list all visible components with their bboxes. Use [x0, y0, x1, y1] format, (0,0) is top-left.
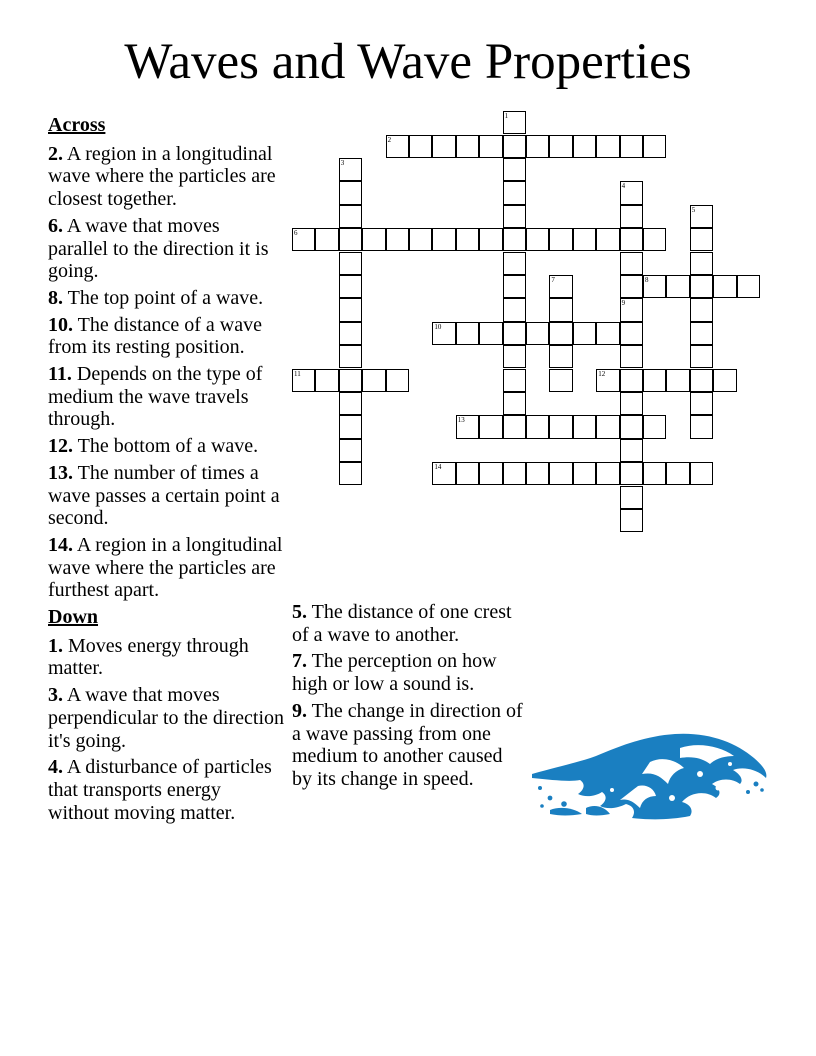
clue-text: A wave that moves parallel to the direction it is going.: [48, 214, 269, 283]
grid-cell[interactable]: [503, 415, 526, 438]
grid-cell[interactable]: [479, 135, 502, 158]
grid-cell[interactable]: [479, 322, 502, 345]
grid-cell[interactable]: [409, 228, 432, 251]
clue-number: 5.: [292, 601, 307, 623]
grid-cell[interactable]: [596, 228, 619, 251]
grid-cell[interactable]: [503, 392, 526, 415]
grid-cell[interactable]: [409, 135, 432, 158]
grid-cell[interactable]: [549, 369, 572, 392]
grid-cell[interactable]: [620, 369, 643, 392]
grid-cell[interactable]: [339, 181, 362, 204]
wave-icon: [530, 728, 770, 823]
page-title: Waves and Wave Properties: [124, 34, 692, 90]
cell-number: 8: [645, 275, 649, 284]
grid-cell[interactable]: [713, 275, 736, 298]
cell-number: 6: [294, 229, 298, 238]
grid-cell[interactable]: [503, 158, 526, 181]
grid-cell[interactable]: [620, 392, 643, 415]
grid-cell[interactable]: [690, 298, 713, 321]
clue-number: 14.: [48, 533, 73, 556]
clue-text: The top point of a wave.: [63, 286, 264, 309]
grid-cell[interactable]: [620, 486, 643, 509]
grid-cell[interactable]: [643, 369, 666, 392]
grid-cell[interactable]: [643, 415, 666, 438]
grid-cell[interactable]: [386, 228, 409, 251]
grid-cell[interactable]: [503, 181, 526, 204]
grid-cell[interactable]: [526, 322, 549, 345]
grid-cell[interactable]: [690, 415, 713, 438]
grid-cell[interactable]: [549, 298, 572, 321]
cell-number: 11: [294, 369, 301, 378]
grid-cell[interactable]: [526, 135, 549, 158]
grid-cell[interactable]: [432, 228, 455, 251]
grid-cell[interactable]: [620, 415, 643, 438]
grid-cell[interactable]: [362, 228, 385, 251]
clue-number: 11.: [48, 363, 72, 386]
grid-cell[interactable]: [503, 111, 526, 134]
clue-number: 9.: [292, 699, 307, 722]
grid-cell[interactable]: [549, 345, 572, 368]
grid-cell[interactable]: [549, 415, 572, 438]
grid-cell[interactable]: [549, 275, 572, 298]
clue-text: The bottom of a wave.: [73, 435, 259, 458]
grid-cell[interactable]: [339, 228, 362, 251]
grid-cell[interactable]: [386, 369, 409, 392]
clue-number: 10.: [48, 313, 73, 336]
grid-cell[interactable]: [690, 345, 713, 368]
grid-cell[interactable]: [339, 462, 362, 485]
grid-cell[interactable]: [549, 462, 572, 485]
cell-number: 12: [598, 369, 606, 378]
cell-number: 14: [434, 463, 442, 472]
clue-across-7: [48, 534, 284, 602]
grid-cell[interactable]: [620, 345, 643, 368]
grid-cell[interactable]: [292, 369, 315, 392]
grid-cell[interactable]: [339, 415, 362, 438]
grid-cell[interactable]: [596, 322, 619, 345]
clue-across-5: [48, 435, 284, 458]
grid-cell[interactable]: [526, 228, 549, 251]
clue-across-2: [48, 287, 284, 310]
clue-text: A disturbance of particles that transports energy without moving matter.: [48, 756, 272, 824]
grid-cell[interactable]: [315, 369, 338, 392]
clue-down_left-0: [48, 635, 284, 680]
grid-cell[interactable]: [339, 369, 362, 392]
grid-cell[interactable]: [339, 275, 362, 298]
grid-cell[interactable]: [643, 462, 666, 485]
clue-down_left-1: [48, 684, 284, 752]
grid-cell[interactable]: [339, 252, 362, 275]
grid-cell[interactable]: [386, 135, 409, 158]
grid-cell[interactable]: [456, 228, 479, 251]
clue-column-left: [48, 114, 284, 828]
grid-cell[interactable]: [690, 205, 713, 228]
grid-cell[interactable]: [620, 181, 643, 204]
cell-number: 5: [691, 205, 696, 214]
cell-number: 7: [551, 275, 555, 284]
grid-cell[interactable]: [456, 135, 479, 158]
clue-across-4: [48, 363, 284, 431]
grid-cell[interactable]: [666, 462, 689, 485]
grid-cell[interactable]: [620, 322, 643, 345]
clue-down_right-2: [292, 700, 524, 791]
grid-cell[interactable]: [643, 228, 666, 251]
clue-text: The change in direction of a wave passing from one medium to another caused by its change in speed.: [292, 699, 523, 790]
clue-number: 4.: [48, 756, 63, 779]
grid-cell[interactable]: [339, 158, 362, 181]
grid-cell[interactable]: [432, 462, 455, 485]
grid-cell[interactable]: [690, 228, 713, 251]
grid-cell[interactable]: [573, 228, 596, 251]
grid-cell[interactable]: [339, 298, 362, 321]
clue-text: The distance of one crest of a wave to another.: [292, 601, 512, 646]
down-clue-list: [48, 635, 284, 825]
grid-cell[interactable]: [549, 135, 572, 158]
clue-number: 13.: [48, 461, 73, 484]
cell-number: 4: [621, 182, 626, 191]
clue-number: 2.: [48, 142, 63, 165]
grid-cell[interactable]: [690, 462, 713, 485]
grid-cell[interactable]: [526, 415, 549, 438]
grid-cell[interactable]: [620, 205, 643, 228]
grid-cell[interactable]: [620, 298, 643, 321]
clue-text: The perception on how high or low a sound is.: [292, 650, 497, 696]
grid-cell[interactable]: [620, 135, 643, 158]
grid-cell[interactable]: [339, 439, 362, 462]
grid-cell[interactable]: [690, 252, 713, 275]
grid-cell[interactable]: [690, 392, 713, 415]
grid-cell[interactable]: [339, 322, 362, 345]
clue-down_right-1: [292, 650, 524, 695]
grid-cell[interactable]: [503, 369, 526, 392]
clue-text: A wave that moves perpendicular to the direction it's going.: [48, 684, 285, 752]
grid-cell[interactable]: [479, 415, 502, 438]
clue-text: Depends on the type of medium the wave travels through.: [48, 363, 263, 431]
grid-cell[interactable]: [315, 228, 338, 251]
cell-number: 2: [387, 135, 392, 144]
grid-cell[interactable]: [479, 462, 502, 485]
grid-cell[interactable]: [503, 135, 526, 158]
grid-cell[interactable]: [713, 369, 736, 392]
clue-number: 3.: [48, 684, 63, 707]
clue-across-6: [48, 462, 284, 530]
grid-cell[interactable]: [456, 415, 479, 438]
cell-number: 1: [504, 112, 509, 121]
grid-cell[interactable]: [596, 369, 619, 392]
grid-cell[interactable]: [339, 345, 362, 368]
clue-number: 1.: [48, 634, 63, 657]
grid-cell[interactable]: [432, 322, 455, 345]
grid-cell[interactable]: [503, 275, 526, 298]
grid-cell[interactable]: [503, 345, 526, 368]
clue-text: A region in a longitudinal wave where the particles are closest together.: [48, 142, 276, 211]
grid-cell[interactable]: [620, 509, 643, 532]
clue-number: 12.: [48, 435, 73, 458]
grid-cell[interactable]: [620, 462, 643, 485]
clue-number: 8.: [48, 286, 63, 309]
grid-cell[interactable]: [643, 275, 666, 298]
grid-cell[interactable]: [292, 228, 315, 251]
grid-cell[interactable]: [690, 275, 713, 298]
down-clue-list-continued: [292, 601, 524, 791]
grid-cell[interactable]: [526, 462, 549, 485]
grid-cell[interactable]: [573, 415, 596, 438]
grid-cell[interactable]: [503, 228, 526, 251]
grid-cell[interactable]: [573, 462, 596, 485]
grid-cell[interactable]: [573, 322, 596, 345]
grid-cell[interactable]: [549, 228, 572, 251]
clue-number: 6.: [48, 214, 63, 237]
across-heading: Across: [48, 114, 106, 136]
grid-cell[interactable]: [620, 252, 643, 275]
clue-down_right-0: [292, 601, 524, 646]
clue-across-0: [48, 143, 284, 211]
cell-number: 13: [457, 416, 465, 425]
grid-cell[interactable]: [549, 322, 572, 345]
clue-across-3: [48, 314, 284, 359]
grid-cell[interactable]: [362, 369, 385, 392]
grid-cell[interactable]: [503, 298, 526, 321]
clue-text: A region in a longitudinal wave where the particles are furthest apart.: [48, 533, 283, 602]
grid-cell[interactable]: [620, 275, 643, 298]
grid-cell[interactable]: [503, 252, 526, 275]
grid-cell[interactable]: [643, 135, 666, 158]
grid-cell[interactable]: [503, 462, 526, 485]
grid-cell[interactable]: [620, 228, 643, 251]
grid-cell[interactable]: [479, 228, 502, 251]
grid-cell[interactable]: [456, 322, 479, 345]
grid-cell[interactable]: [737, 275, 760, 298]
clue-text: The distance of a wave from its resting position.: [48, 313, 262, 359]
grid-cell[interactable]: [666, 369, 689, 392]
clue-text: The number of times a wave passes a certain point a second.: [48, 461, 280, 530]
grid-cell[interactable]: [573, 135, 596, 158]
grid-cell[interactable]: [503, 205, 526, 228]
grid-cell[interactable]: [596, 135, 619, 158]
grid-cell[interactable]: [620, 439, 643, 462]
cell-number: 9: [621, 299, 626, 308]
clue-column-right: [292, 601, 524, 795]
grid-cell[interactable]: [596, 462, 619, 485]
down-heading: Down: [48, 606, 99, 629]
clue-down_left-2: [48, 756, 284, 824]
clue-text: Moves energy through matter.: [48, 634, 249, 680]
clue-number: 7.: [292, 650, 307, 673]
across-clue-list: [48, 143, 284, 602]
grid-cell[interactable]: [503, 322, 526, 345]
cell-number: 10: [434, 322, 442, 331]
grid-cell[interactable]: [456, 462, 479, 485]
cell-number: 3: [340, 158, 345, 167]
grid-cell[interactable]: [690, 369, 713, 392]
grid-cell[interactable]: [432, 135, 455, 158]
grid-cell[interactable]: [596, 415, 619, 438]
grid-cell[interactable]: [339, 392, 362, 415]
grid-cell[interactable]: [690, 322, 713, 345]
clue-across-1: [48, 215, 284, 283]
grid-cell[interactable]: [339, 205, 362, 228]
grid-cell[interactable]: [666, 275, 689, 298]
